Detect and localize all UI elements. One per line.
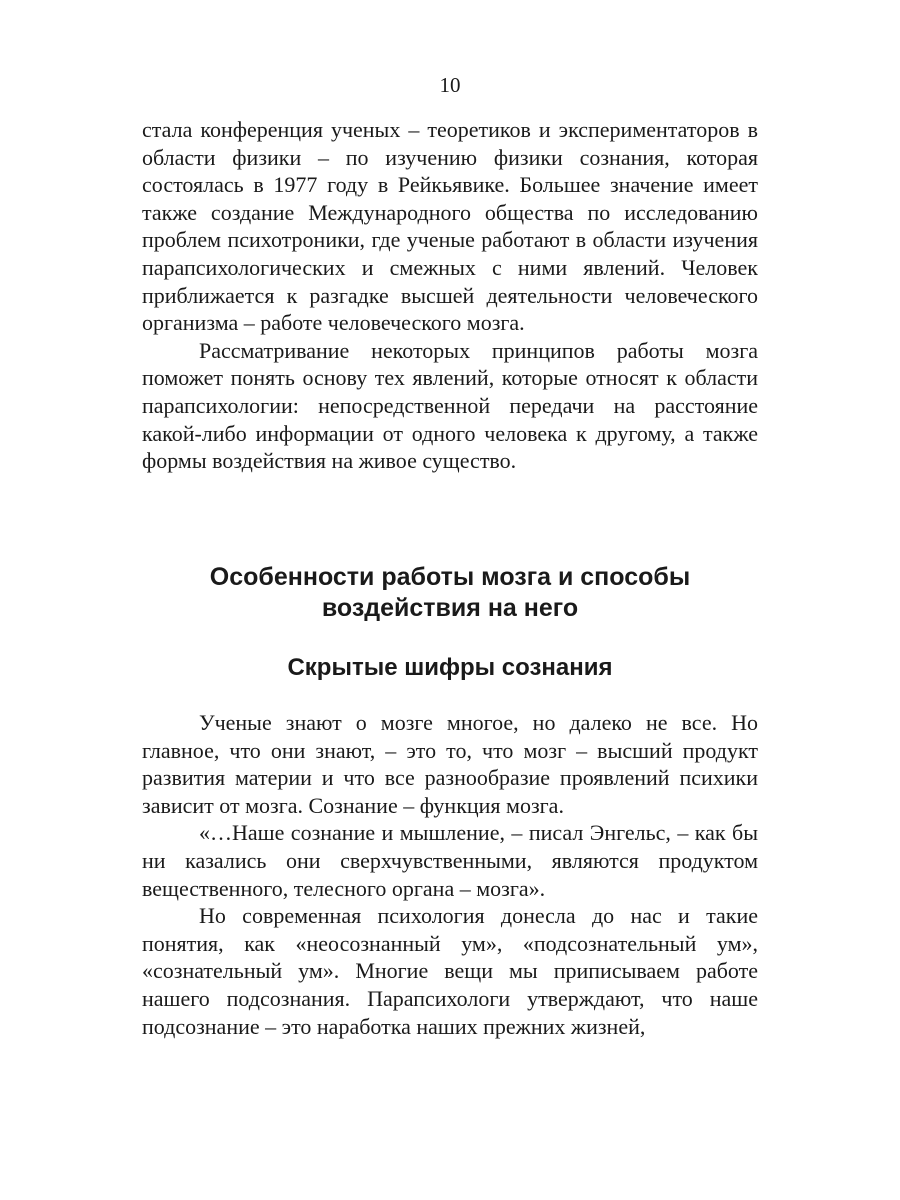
section-title-line: Особенности работы мозга и способы bbox=[209, 563, 691, 591]
paragraph: Рассматривание некоторых принципов работы мозга поможет понять основу тех явлений, которые относят к области парапсихологии: непосредственной передачи на расстояние какой-либо информации от одного человека к другому, а также формы воздействия на живое существо. bbox=[142, 337, 758, 474]
paragraph-continued: стала конференция ученых – теоретиков и экспериментаторов в области физики – по изучению физики сознания, которая состоялась в 1977 году в Рейкьявике. Большее значение имеет также создание Международного общества по исследованию проблем психотроники, где ученые работают в области изучения парапсихологических и смежных с ними явлений. Человек приближается к разгадке высшей деятельности человеческого организма – работе человеческого мозга. bbox=[142, 117, 758, 336]
text-block-intro bbox=[142, 116, 758, 475]
section-subtitle: Скрытые шифры сознания bbox=[287, 654, 613, 681]
paragraph: Ученые знают о мозге многое, но далеко не все. Но главное, что они знают, – это то, что мозг – высший продукт развития материи и что все разнообразие проявлений психики зависит от мозга. Сознание – функция мозга. bbox=[142, 710, 758, 818]
section-title bbox=[0, 562, 900, 624]
page-number: 10 bbox=[439, 73, 461, 97]
paragraph-quote: «…Наше сознание и мышление, – писал Энгельс, – как бы ни казались они сверхчувственными, являются продуктом вещественного, телесного органа – мозга». bbox=[142, 820, 758, 901]
text-block-main bbox=[142, 709, 758, 1040]
paragraph: Но современная психология донесла до нас и такие понятия, как «неосознанный ум», «подсознательный ум», «сознательный ум». Многие вещи мы приписываем работе нашего подсознания. Парапсихологи утверждают, что наше подсознание – это наработка наших прежних жизней, bbox=[142, 903, 758, 1039]
section-title-line: воздействия на него bbox=[321, 594, 579, 622]
